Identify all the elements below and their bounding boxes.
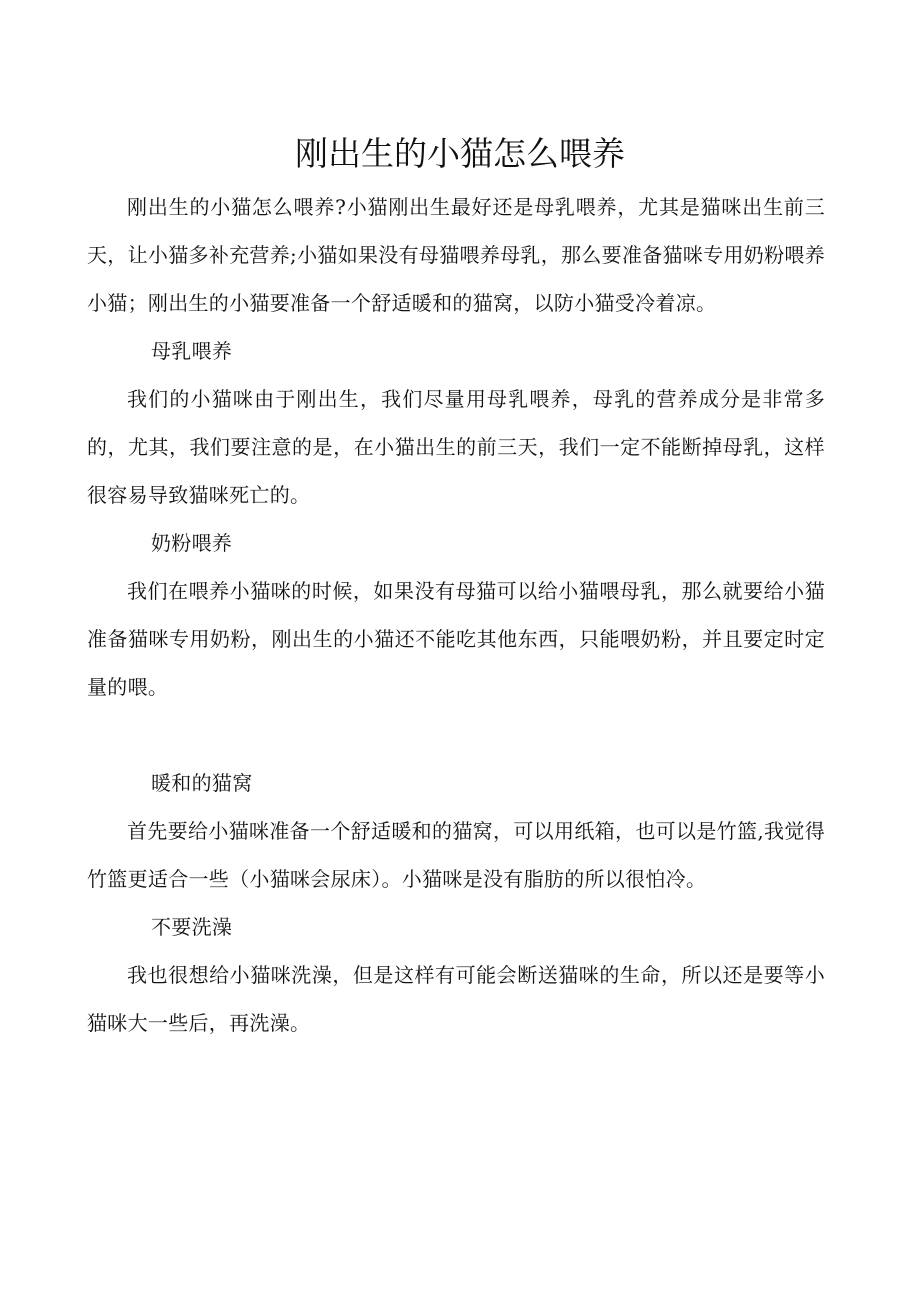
section-heading-warm-nest: 暖和的猫窝 — [151, 771, 253, 795]
section-heading-no-bath: 不要洗澡 — [151, 915, 233, 939]
section-heading-breastfeeding: 母乳喂养 — [151, 339, 233, 363]
document-body — [87, 183, 825, 1047]
section-heading-formula: 奶粉喂养 — [151, 531, 233, 555]
warm-nest-paragraph: 首先要给小猫咪准备一个舒适暖和的猫窝，可以用纸箱，也可以是竹篮,我觉得竹篮更适合一些（小猫咪会尿床）。小猫咪是没有脂肪的所以很怕冷。 — [87, 819, 825, 891]
breastfeeding-paragraph: 我们的小猫咪由于刚出生，我们尽量用母乳喂养，母乳的营养成分是非常多的，尤其，我们要注意的是，在小猫出生的前三天，我们一定不能断掉母乳，这样很容易导致猫咪死亡的。 — [87, 387, 825, 507]
blank-line — [87, 711, 825, 759]
formula-paragraph: 我们在喂养小猫咪的时候，如果没有母猫可以给小猫喂母乳，那么就要给小猫准备猫咪专用奶粉，刚出生的小猫还不能吃其他东西，只能喂奶粉，并且要定时定量的喂。 — [87, 579, 825, 699]
no-bath-paragraph: 我也很想给小猫咪洗澡，但是这样有可能会断送猫咪的生命，所以还是要等小猫咪大一些后，再洗澡。 — [87, 963, 825, 1035]
document-title: 刚出生的小猫怎么喂养 — [295, 134, 625, 173]
intro-paragraph: 刚出生的小猫怎么喂养?小猫刚出生最好还是母乳喂养，尤其是猫咪出生前三天，让小猫多补充营养;小猫如果没有母猫喂养母乳，那么要准备猫咪专用奶粉喂养小猫；刚出生的小猫要准备一个舒适暖和的猫窝，以防小猫受冷着凉。 — [87, 195, 825, 315]
